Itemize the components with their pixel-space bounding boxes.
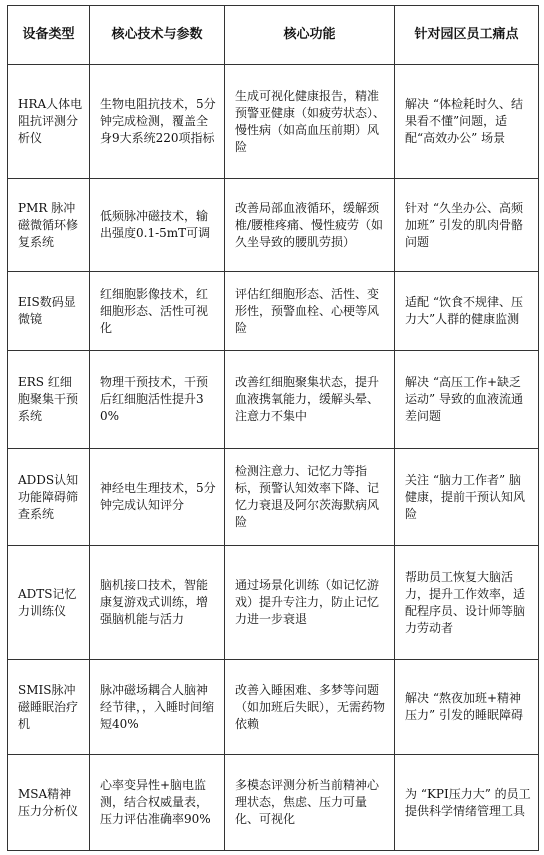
tech-cell: 物理干预技术，干预后红细胞活性提升30% xyxy=(90,351,225,449)
function-cell: 改善入睡困难、多梦等问题（如加班后失眠），无需药物依赖 xyxy=(225,660,395,755)
function-cell: 生成可视化健康报告，精准预警亚健康（如疲劳状态）、慢性病（如高血压前期）风险 xyxy=(225,65,395,179)
tech-cell: 红细胞影像技术，红细胞形态、活性可视化 xyxy=(90,272,225,351)
tech-cell: 低频脉冲磁技术，输出强度0.1-5mT可调 xyxy=(90,179,225,272)
pain-point-cell: 解决 “高压工作+缺乏运动” 导致的血液流通差问题 xyxy=(395,351,539,449)
table-header-row xyxy=(8,6,539,65)
device-cell: ADTS记忆力训练仪 xyxy=(8,546,90,660)
function-cell: 改善局部血液循环，缓解颈椎/腰椎疼痛、慢性疲劳（如久坐导致的腰肌劳损） xyxy=(225,179,395,272)
pain-point-cell: 针对 “久坐办公、高频加班” 引发的肌肉骨骼问题 xyxy=(395,179,539,272)
tech-cell: 生物电阻抗技术，5分钟完成检测，覆盖全身9大系统220项指标 xyxy=(90,65,225,179)
table-row xyxy=(8,179,539,272)
tech-cell: 脉冲磁场耦合人脑神经节律，，入睡时间缩短40% xyxy=(90,660,225,755)
header-pain-point: 针对园区员工痛点 xyxy=(395,6,539,65)
table-row xyxy=(8,660,539,755)
table-row xyxy=(8,351,539,449)
device-cell: HRA人体电阻抗评测分析仪 xyxy=(8,65,90,179)
table-row xyxy=(8,65,539,179)
device-cell: ADDS认知功能障碍筛查系统 xyxy=(8,449,90,546)
pain-point-cell: 适配 “饮食不规律、压力大”人群的健康监测 xyxy=(395,272,539,351)
device-cell: ERS 红细胞聚集干预系统 xyxy=(8,351,90,449)
device-comparison-table xyxy=(7,5,539,851)
table-row xyxy=(8,272,539,351)
header-device-type: 设备类型 xyxy=(8,6,90,65)
table-row xyxy=(8,546,539,660)
pain-point-cell: 解决 “熬夜加班+精神压力” 引发的睡眠障碍 xyxy=(395,660,539,755)
device-cell: EIS数码显微镜 xyxy=(8,272,90,351)
device-cell: SMIS脉冲磁睡眠治疗机 xyxy=(8,660,90,755)
device-cell: PMR 脉冲磁微循环修复系统 xyxy=(8,179,90,272)
function-cell: 通过场景化训练（如记忆游戏）提升专注力，防止记忆力进一步衰退 xyxy=(225,546,395,660)
function-cell: 评估红细胞形态、活性、变形性，预警血栓、心梗等风险 xyxy=(225,272,395,351)
function-cell: 多模态评测分析当前精神心理状态，焦虑、压力可量化、可视化 xyxy=(225,755,395,851)
function-cell: 检测注意力、记忆力等指标，预警认知效率下降、记忆力衰退及阿尔茨海默病风险 xyxy=(225,449,395,546)
pain-point-cell: 解决 “体检耗时久、结果看不懂”问题，适配“高效办公” 场景 xyxy=(395,65,539,179)
tech-cell: 脑机接口技术，智能康复游戏式训练，增强脑机能与活力 xyxy=(90,546,225,660)
table-row xyxy=(8,755,539,851)
table-row xyxy=(8,449,539,546)
tech-cell: 心率变异性+脑电监测，结合权威量表，压力评估准确率90% xyxy=(90,755,225,851)
header-core-function: 核心功能 xyxy=(225,6,395,65)
header-core-tech: 核心技术与参数 xyxy=(90,6,225,65)
pain-point-cell: 为 “KPI压力大” 的员工提供科学情绪管理工具 xyxy=(395,755,539,851)
pain-point-cell: 关注 “脑力工作者” 脑健康，提前干预认知风险 xyxy=(395,449,539,546)
function-cell: 改善红细胞聚集状态，提升血液携氧能力，缓解头晕、注意力不集中 xyxy=(225,351,395,449)
device-cell: MSA精神压力分析仪 xyxy=(8,755,90,851)
tech-cell: 神经电生理技术，5分钟完成认知评分 xyxy=(90,449,225,546)
pain-point-cell: 帮助员工恢复大脑活力，提升工作效率，适配程序员、设计师等脑力劳动者 xyxy=(395,546,539,660)
